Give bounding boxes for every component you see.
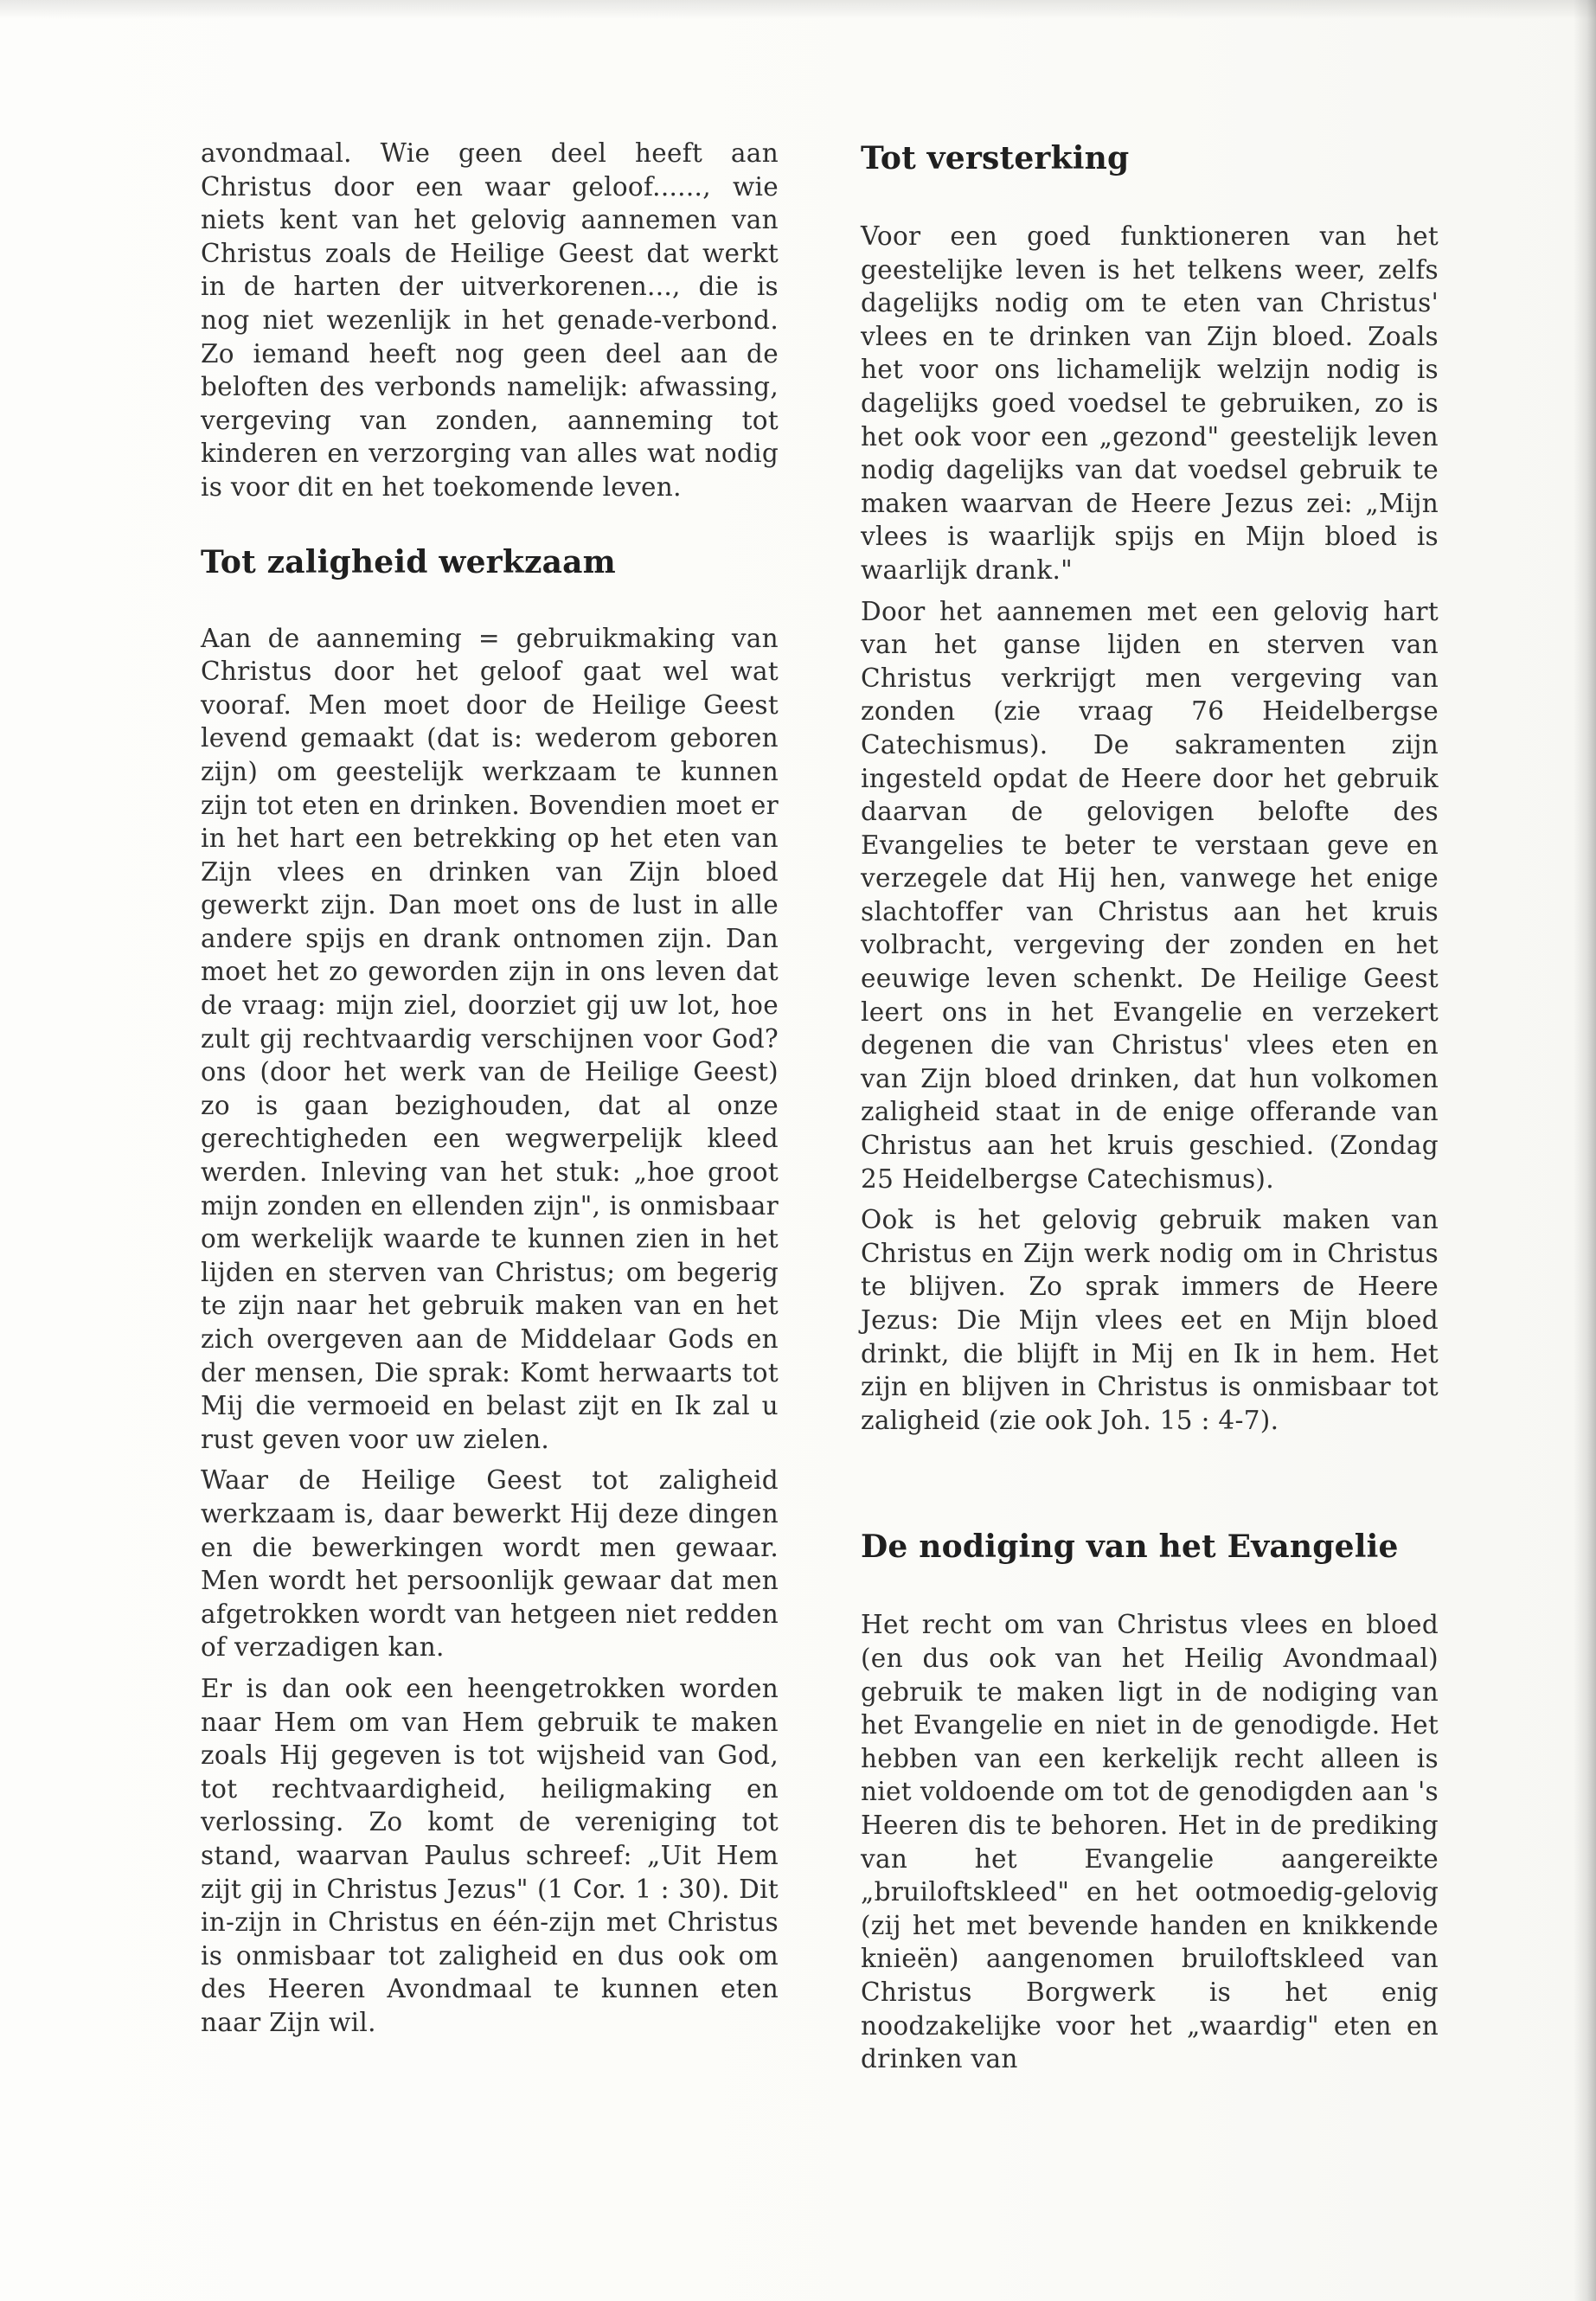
right-paragraph-1: Voor een goed funktioneren van het geestelijke leven is het telkens weer, zelfs dagelijks nodig om te eten van Christus' vlees en te drinken van Zijn bloed. Zoals het voor ons lichamelijk welzijn nodig is dagelijks goed voedsel te gebruiken, zo is het ook voor een „gezond" geestelijk leven nodig dagelijks van dat voedsel gebruik te maken waarvan de Heere Jezus zei: „Mijn vlees is waarlijk spijs en Mijn bloed is waarlijk drank.": [861, 221, 1439, 585]
left-paragraph-1: avondmaal. Wie geen deel heeft aan Christus door een waar geloof......, wie niets kent van het gelovig aannemen van Christus zoals de Heilige Geest dat werkt in de harten der uitverkorenen..., die is nog niet wezenlijk in het genade-verbond. Zo iemand heeft nog geen deel aan de beloften des verbonds namelijk: afwassing, vergeving van zonden, aanneming tot kinderen en verzorging van alles wat nodig is voor dit en het toekomende leven.: [201, 138, 779, 502]
heading-tot-versterking: Tot versterking: [861, 140, 1130, 176]
left-paragraph-3: Waar de Heilige Geest tot zaligheid werkzaam is, daar bewerkt Hij deze dingen en die bewerkingen wordt men gewaar. Men wordt het persoonlijk gewaar dat men afgetrokken wordt van hetgeen niet redden of verzadigen kan.: [201, 1465, 779, 1663]
left-paragraph-4: Er is dan ook een heengetrokken worden naar Hem om van Hem gebruik te maken zoals Hij gegeven is tot wijsheid van God, tot rechtvaardigheid, heiligmaking en verlossing. Zo komt de vereniging tot stand, waarvan Paulus schreef: „Uit Hem zijt gij in Christus Jezus" (1 Cor. 1 : 30). Dit in-zijn in Christus en één-zijn met Christus is onmisbaar tot zaligheid en dus ook om des Heeren Avondmaal te kunnen eten naar Zijn wil.: [201, 1673, 779, 2037]
right-paragraph-3: Ook is het gelovig gebruik maken van Christus en Zijn werk nodig om in Christus te blijven. Zo sprak immers de Heere Jezus: Die Mijn vlees eet en Mijn bloed drinkt, die blijft in Mij en Ik in hem. Het zijn en blijven in Christus is onmisbaar tot zaligheid (zie ook Joh. 15 : 4-7).: [861, 1205, 1439, 1435]
top-scan-shadow: [0, 0, 1596, 19]
right-edge-scan-shadow: [1574, 0, 1596, 2301]
heading-de-nodiging-van-het-evangelie: De nodiging van het Evangelie: [861, 1529, 1399, 1566]
right-paragraph-4: Het recht om van Christus vlees en bloed (en dus ook van het Heilig Avondmaal) gebruik te maken ligt in de nodiging van het Evangelie en niet in de genodigde. Het hebben van een kerkelijk recht alleen is niet voldoende om tot de genodigden aan 's Heeren dis te behoren. Het in de prediking van het Evangelie aangereikte „bruiloftskleed" en het ootmoedig-gelovig (zij het met bevende handen en knikkende knieën) aangenomen bruiloftskleed van Christus Borgwerk is het enig noodzakelijke voor het „waardig" eten en drinken van: [861, 1610, 1439, 2074]
left-paragraph-2: Aan de aanneming = gebruikmaking van Christus door het geloof gaat wel wat vooraf. Men moet door de Heilige Geest levend gemaakt (dat is: wederom geboren zijn) om geestelijk werkzaam te kunnen zijn tot eten en drinken. Bovendien moet er in het hart een betrekking op het eten van Zijn vlees en drinken van Zijn bloed gewerkt zijn. Dan moet ons de lust in alle andere spijs en drank ontnomen zijn. Dan moet het zo geworden zijn in ons leven dat de vraag: mijn ziel, doorziet gij uw lot, hoe zult gij rechtvaardig verschijnen voor God? ons (door het werk van de Heilige Geest) zo is gaan bezighouden, dat al onze gerechtigheden een wegwerpelijk kleed werden. Inleving van het stuk: „hoe groot mijn zonden en ellenden zijn", is onmisbaar om werkelijk waarde te kunnen zien in het lijden en sterven van Christus; om begerig te zijn naar het gebruik maken van en het zich overgeven aan de Middelaar Gods en der mensen, Die sprak: Komt herwaarts tot Mij die vermoeid en belast zijt en Ik zal u rust geven voor uw zielen.: [201, 623, 779, 1454]
right-paragraph-2: Door het aannemen met een gelovig hart van het ganse lijden en sterven van Christus verkrijgt men vergeving van zonden (zie vraag 76 Heidelbergse Catechismus). De sakramenten zijn ingesteld opdat de Heere door het gebruik daarvan de gelovigen belofte des Evangelies te beter te verstaan geve en verzegele dat Hij hen, vanwege het enige slachtoffer van Christus aan het kruis volbracht, vergeving der zonden en het eeuwige leven schenkt. De Heilige Geest leert ons in het Evangelie en verzekert degenen die van Christus' vlees eten en van Zijn bloed drinken, dat hun volkomen zaligheid staat in de enige offerande van Christus aan het kruis geschied. (Zondag 25 Heidelbergse Catechismus).: [861, 596, 1439, 1194]
heading-tot-zaligheid-werkzaam: Tot zaligheid werkzaam: [201, 543, 616, 580]
right-column: [861, 137, 1439, 2084]
left-column: [201, 137, 779, 2047]
